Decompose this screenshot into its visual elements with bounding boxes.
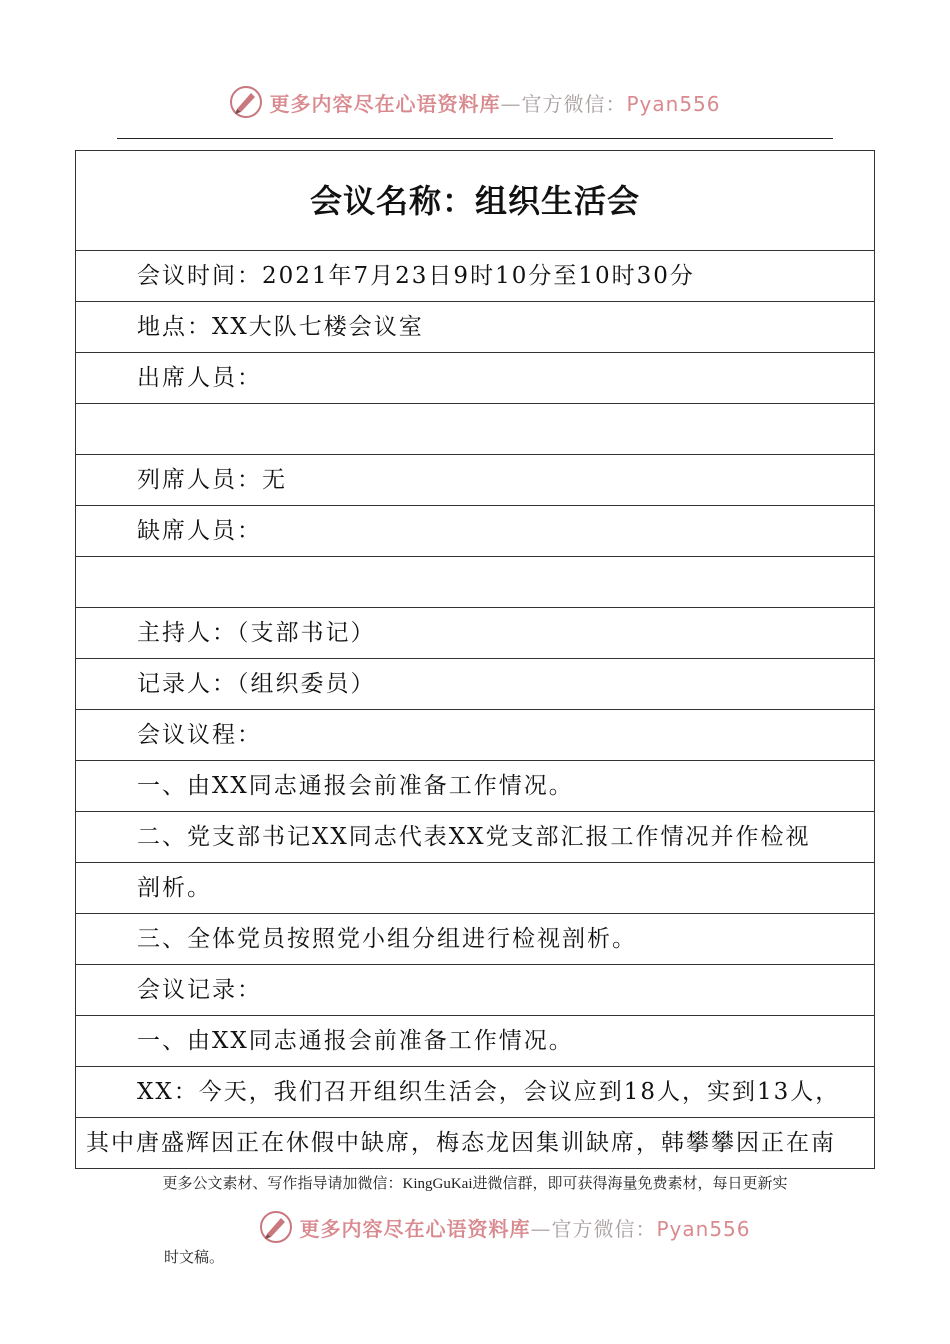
footer-note: 更多公文素材、写作指导请加微信：KingGuKai进微信群，即可获得海量免费素材，每日更新实 [162, 1176, 788, 1192]
pen-logo-icon [229, 85, 263, 119]
agenda-item-3: 三、全体党员按照党小组分组进行检视剖析。 [76, 914, 875, 965]
absentees-row: 缺席人员： [76, 506, 875, 557]
footer-tail: 时文稿。 [164, 1250, 225, 1266]
observers-row: 列席人员：无 [76, 455, 875, 506]
meeting-title: 会议名称：组织生活会 [76, 151, 875, 251]
agenda-item-1: 一、由XX同志通报会前准备工作情况。 [76, 761, 875, 812]
pen-logo-icon [259, 1210, 293, 1244]
agenda-heading-row: 会议议程： [76, 710, 875, 761]
minutes-text-2: 其中唐盛辉因正在休假中缺席，梅态龙因集训缺席，韩攀攀因正在南 [76, 1118, 875, 1169]
meeting-time-row: 会议时间：2021年7月23日9时10分至10时30分 [76, 251, 875, 302]
watermark-text: 更多内容尽在心语资料库—官方微信：Pyan556 [269, 91, 721, 116]
agenda-item-2: 二、党支部书记XX同志代表XX党支部汇报工作情况并作检视 [76, 812, 875, 863]
agenda-item-2-cont: 剖析。 [76, 863, 875, 914]
minutes-text-1: XX：今天，我们召开组织生活会，会议应到18人，实到13人， [76, 1067, 875, 1118]
host-row: 主持人：（支部书记） [76, 608, 875, 659]
footer-watermark [30, 1209, 950, 1245]
header-rule [117, 138, 833, 139]
absentees-blank-row [76, 557, 875, 608]
location-row: 地点：XX大队七楼会议室 [76, 302, 875, 353]
recorder-row: 记录人：（组织委员） [76, 659, 875, 710]
header-watermark [0, 84, 950, 120]
meeting-record-table [75, 150, 875, 1169]
minutes-heading-row: 会议记录： [76, 965, 875, 1016]
watermark-text: 更多内容尽在心语资料库—官方微信：Pyan556 [299, 1216, 751, 1241]
attendees-blank-row [76, 404, 875, 455]
attendees-row: 出席人员： [76, 353, 875, 404]
minutes-item-1: 一、由XX同志通报会前准备工作情况。 [76, 1016, 875, 1067]
